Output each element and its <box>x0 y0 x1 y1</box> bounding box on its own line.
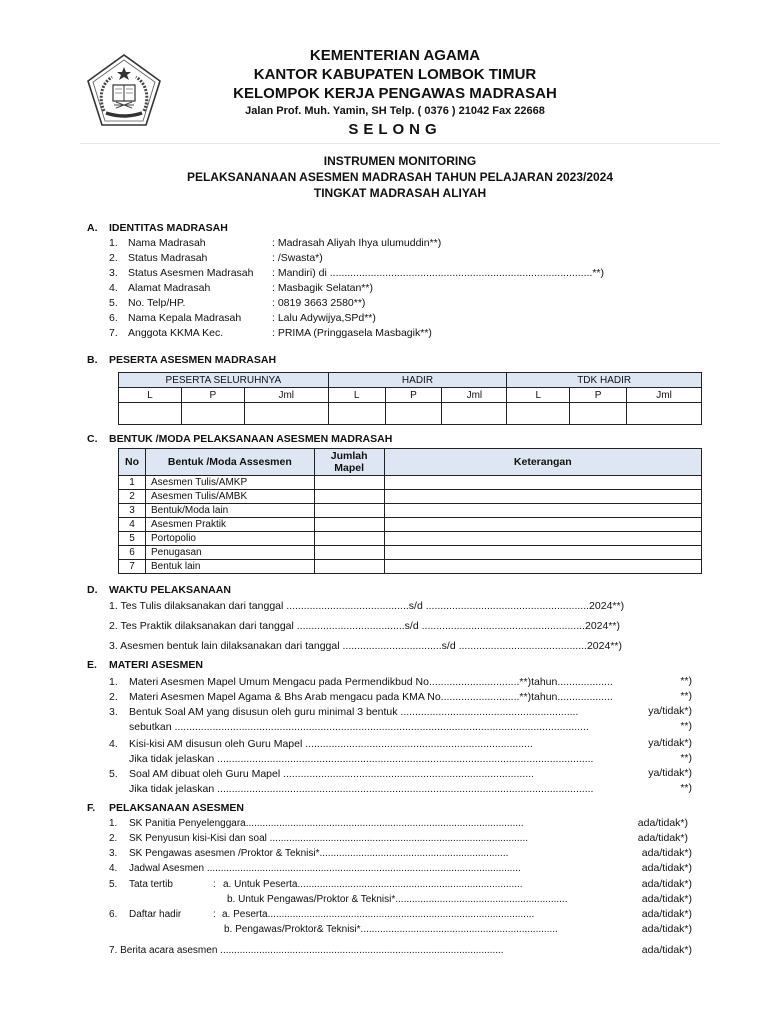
item-text: Materi Asesmen Mapel Umum Mengacu pada Permendikbud No...............................**)tahun................... <box>129 676 613 688</box>
office-name: KANTOR KABUPATEN LOMBOK TIMUR <box>253 66 537 83</box>
pelaksanaan-line <box>109 878 523 892</box>
row-no: 7 <box>119 560 146 574</box>
pelaksanaan-subline: b. Pengawas/Proktor& Teknisi*....................................................................... <box>224 924 558 935</box>
section-letter: B. <box>87 354 98 366</box>
input-cell[interactable] <box>570 403 627 425</box>
materi-line <box>109 752 593 766</box>
row-bentuk: Asesmen Praktik <box>145 518 314 532</box>
item-value: : Masbagik Selatan**) <box>272 282 373 294</box>
letterhead <box>190 46 600 141</box>
input-cell[interactable] <box>385 403 442 425</box>
jumlah-cell[interactable] <box>314 476 384 490</box>
jumlah-cell[interactable] <box>314 504 384 518</box>
item-value: : 0819 3663 2580**) <box>272 297 366 309</box>
subcol-header: P <box>181 388 244 403</box>
row-bentuk: Asesmen Tulis/AMBK <box>145 490 314 504</box>
subcol-header: Jml <box>244 388 328 403</box>
ministry-name: KEMENTERIAN AGAMA <box>309 47 481 64</box>
item-num: 4. <box>109 738 118 750</box>
table-row <box>119 476 702 490</box>
section-title: PELAKSANAAN ASESMEN <box>109 802 244 814</box>
section-d-heading <box>87 584 231 596</box>
table-row <box>119 518 702 532</box>
section-b-heading <box>87 354 276 366</box>
row-bentuk: Asesmen Tulis/AMKP <box>145 476 314 490</box>
section-title: IDENTITAS MADRASAH <box>109 222 228 234</box>
item-value: : PRIMA (Pringgasela Masbagik**) <box>272 327 432 339</box>
materi-line <box>109 782 593 796</box>
section-title: PESERTA ASESMEN MADRASAH <box>109 354 277 366</box>
jumlah-cell[interactable] <box>314 532 384 546</box>
jumlah-cell[interactable] <box>314 560 384 574</box>
keterangan-cell[interactable] <box>384 504 701 518</box>
row-bentuk: Bentuk lain <box>145 560 314 574</box>
col-header-keterangan: Keterangan <box>384 449 701 476</box>
item-num: 3. <box>109 848 118 859</box>
item-num: 1. <box>109 676 118 688</box>
jumlah-cell[interactable] <box>314 518 384 532</box>
subcol-header: Jml <box>627 388 702 403</box>
status-option: ada/tidak*) <box>639 878 692 890</box>
materi-end: **) <box>680 720 692 732</box>
pelaksanaan-line <box>109 862 521 876</box>
group-header: PESERTA SELURUHNYA <box>119 373 329 388</box>
materi-end: **) <box>680 675 692 687</box>
table-row <box>119 560 702 574</box>
status-option: ada/tidak*) <box>639 847 692 859</box>
item-label: Tata tertib <box>129 879 173 890</box>
item-num: 2. <box>109 833 118 844</box>
item-num: 3. <box>109 706 118 718</box>
item-num: 5. <box>109 297 118 309</box>
title-line-2: PELAKSANANAAN ASESMEN MADRASAH TAHUN PELAJARAN 2023/2024 <box>186 170 614 184</box>
item-num: 1. <box>109 818 118 829</box>
col-header-bentuk: Bentuk /Moda Assesmen <box>145 449 314 476</box>
materi-end: ya/tidak*) <box>648 737 692 749</box>
section-title: MATERI ASESMEN <box>109 659 203 671</box>
item-label: Alamat Madrasah <box>128 282 211 294</box>
kemenag-emblem-icon <box>86 53 162 127</box>
col-header-jumlah: Jumlah Mapel <box>314 449 384 476</box>
status-option: ada/tidak*) <box>639 923 692 935</box>
pelaksanaan-line <box>109 847 508 861</box>
subcol-header: L <box>328 388 385 403</box>
materi-line <box>109 720 589 734</box>
item-label: SK Penyusun kisi-Kisi dan soal ............................................................................................. <box>129 833 529 844</box>
item-num: 6. <box>109 909 118 920</box>
section-title: WAKTU PELAKSANAAN <box>109 584 231 596</box>
item-num: 4. <box>109 863 118 874</box>
status-option: ada/tidak*) <box>639 908 692 920</box>
status-option: ada/tidak*) <box>636 944 692 956</box>
input-cell[interactable] <box>627 403 702 425</box>
item-text: Bentuk Soal AM yang disusun oleh guru minimal 3 bentuk ............................................................. <box>129 706 579 718</box>
row-no: 6 <box>119 546 146 560</box>
keterangan-cell[interactable] <box>384 546 701 560</box>
item-label: No. Telp/HP. <box>128 297 186 309</box>
table-row <box>119 532 702 546</box>
city-name: SELONG <box>348 121 442 138</box>
materi-end: **) <box>680 782 692 794</box>
materi-end: **) <box>680 690 692 702</box>
keterangan-cell[interactable] <box>384 560 701 574</box>
pelaksanaan-line <box>109 908 534 922</box>
status-option: ada/tidak*) <box>635 832 688 844</box>
input-cell[interactable] <box>244 403 328 425</box>
section-letter: C. <box>87 433 98 445</box>
berita-acara-line: 7. Berita acara asesmen ...................................................................................................... <box>109 945 504 956</box>
item-num: 2. <box>109 691 118 703</box>
status-option: ada/tidak*) <box>635 817 688 829</box>
item-sep: : <box>213 879 216 890</box>
materi-line <box>109 705 578 719</box>
item-num: 7. <box>109 327 118 339</box>
section-letter: A. <box>87 222 98 234</box>
title-line-3: TINGKAT MADRASAH ALIYAH <box>313 186 487 200</box>
group-header: TDK HADIR <box>507 373 702 388</box>
input-cell[interactable] <box>328 403 385 425</box>
row-bentuk: Portopolio <box>145 532 314 546</box>
item-label: Daftar hadir <box>129 909 182 920</box>
section-letter: E. <box>87 659 97 671</box>
row-no: 5 <box>119 532 146 546</box>
item-label: Nama Madrasah <box>128 237 206 249</box>
item-label: Anggota KKMA Kec. <box>128 327 224 339</box>
title-line-1: INSTRUMEN MONITORING <box>323 154 477 168</box>
keterangan-cell[interactable] <box>384 518 701 532</box>
group-header: HADIR <box>328 373 507 388</box>
table-row <box>119 504 702 518</box>
jumlah-cell[interactable] <box>314 546 384 560</box>
schedule-line: 2. Tes Praktik dilaksanakan dari tanggal .....................................s/d ........................................................2024**) <box>109 620 621 632</box>
materi-end: **) <box>680 752 692 764</box>
item-text: Jika tidak jelaskan ................................................................................................................................. <box>129 753 594 765</box>
row-bentuk: Bentuk/Moda lain <box>145 504 314 518</box>
keterangan-cell[interactable] <box>384 490 701 504</box>
section-letter: F. <box>87 802 96 814</box>
row-no: 2 <box>119 490 146 504</box>
subcol-header: L <box>119 388 182 403</box>
row-no: 1 <box>119 476 146 490</box>
office-address: Jalan Prof. Muh. Yamin, SH Telp. ( 0376 ) 21042 Fax 22668 <box>245 105 545 117</box>
table-row <box>119 490 702 504</box>
item-sep: : <box>213 909 216 920</box>
item-num: 3. <box>109 267 118 279</box>
input-cell[interactable] <box>507 403 570 425</box>
pelaksanaan-line <box>109 817 524 831</box>
keterangan-cell[interactable] <box>384 476 701 490</box>
keterangan-cell[interactable] <box>384 532 701 546</box>
materi-end: ya/tidak*) <box>648 705 692 717</box>
item-text: Soal AM dibuat oleh Guru Mapel ...................................................................................... <box>129 768 534 780</box>
item-value: : Lalu Adywijya,SPd**) <box>272 312 376 324</box>
materi-line <box>109 737 533 751</box>
section-f-heading <box>87 802 244 814</box>
schedule-line: 3. Asesmen bentuk lain dilaksanakan dari tanggal ..................................s/d ............................................2024**) <box>109 640 622 652</box>
item-num: 4. <box>109 282 118 294</box>
item-text: Jika tidak jelaskan ................................................................................................................................. <box>129 783 594 795</box>
group-name: KELOMPOK KERJA PENGAWAS MADRASAH <box>233 85 557 102</box>
pelaksanaan-subline: b. Untuk Pengawas/Proktor & Teknisi*.............................................................. <box>227 894 568 905</box>
jumlah-cell[interactable] <box>314 490 384 504</box>
header-row <box>119 449 702 476</box>
materi-end: ya/tidak*) <box>648 767 692 779</box>
item-num: 1. <box>109 237 118 249</box>
item-label: SK Pengawas asesmen /Proktor & Teknisi*.................................................................... <box>129 848 509 859</box>
materi-line <box>109 690 613 704</box>
item-value: : Madrasah Aliyah Ihya ulumuddin**) <box>272 237 442 249</box>
item-text: sebutkan .............................................................................................................................................. <box>129 721 589 733</box>
item-label: Jadwal Asesmen ................................................................................................................. <box>129 863 521 874</box>
subcol-header: L <box>507 388 570 403</box>
section-e-heading <box>87 659 203 671</box>
item-value: : Mandiri) di ..........................................................................................**) <box>272 267 604 279</box>
item-num: 5. <box>109 768 118 780</box>
row-no: 3 <box>119 504 146 518</box>
section-c-heading <box>87 433 392 445</box>
subcolumn-row <box>119 388 702 403</box>
item-label: SK Panitia Penyelenggara.................................................................................................... <box>129 818 524 829</box>
subcol-header: P <box>385 388 442 403</box>
row-no: 4 <box>119 518 146 532</box>
col-header-no: No <box>119 449 146 476</box>
status-option: ada/tidak*) <box>639 862 692 874</box>
item-value: : /Swasta*) <box>272 252 323 264</box>
schedule-line: 1. Tes Tulis dilaksanakan dari tanggal ..........................................s/d ........................................................2024**) <box>109 600 625 612</box>
item-num: 2. <box>109 252 118 264</box>
status-option: ada/tidak*) <box>639 893 692 905</box>
input-cell[interactable] <box>181 403 244 425</box>
item-label: Status Madrasah <box>128 252 208 264</box>
participants-table <box>118 372 702 425</box>
input-row <box>119 403 702 425</box>
item-label: Nama Kepala Madrasah <box>128 312 242 324</box>
pelaksanaan-line <box>109 832 528 846</box>
item-num: 6. <box>109 312 118 324</box>
item-sub: a. Peserta................................................................................................ <box>222 909 535 920</box>
group-header-row <box>119 373 702 388</box>
section-letter: D. <box>87 584 98 596</box>
item-label: Status Asesmen Madrasah <box>128 267 254 279</box>
letterhead-divider <box>80 143 720 144</box>
subcol-header: Jml <box>442 388 507 403</box>
materi-line <box>109 675 613 689</box>
input-cell[interactable] <box>442 403 507 425</box>
item-text: Materi Asesmen Mapel Agama & Bhs Arab mengacu pada KMA No...........................**)tahun................... <box>129 691 613 703</box>
row-bentuk: Penugasan <box>145 546 314 560</box>
materi-line <box>109 767 534 781</box>
subcol-header: P <box>570 388 627 403</box>
input-cell[interactable] <box>119 403 182 425</box>
assessment-mode-table <box>118 448 702 574</box>
section-a-heading <box>87 222 228 234</box>
document-title <box>80 153 720 201</box>
section-title: BENTUK /MODA PELAKSANAAN ASESMEN MADRASAH <box>109 433 393 445</box>
table-row <box>119 546 702 560</box>
item-sub: a. Untuk Peserta................................................................................. <box>223 879 523 890</box>
item-text: Kisi-kisi AM disusun oleh Guru Mapel .............................................................................. <box>129 738 533 750</box>
item-num: 5. <box>109 879 118 890</box>
